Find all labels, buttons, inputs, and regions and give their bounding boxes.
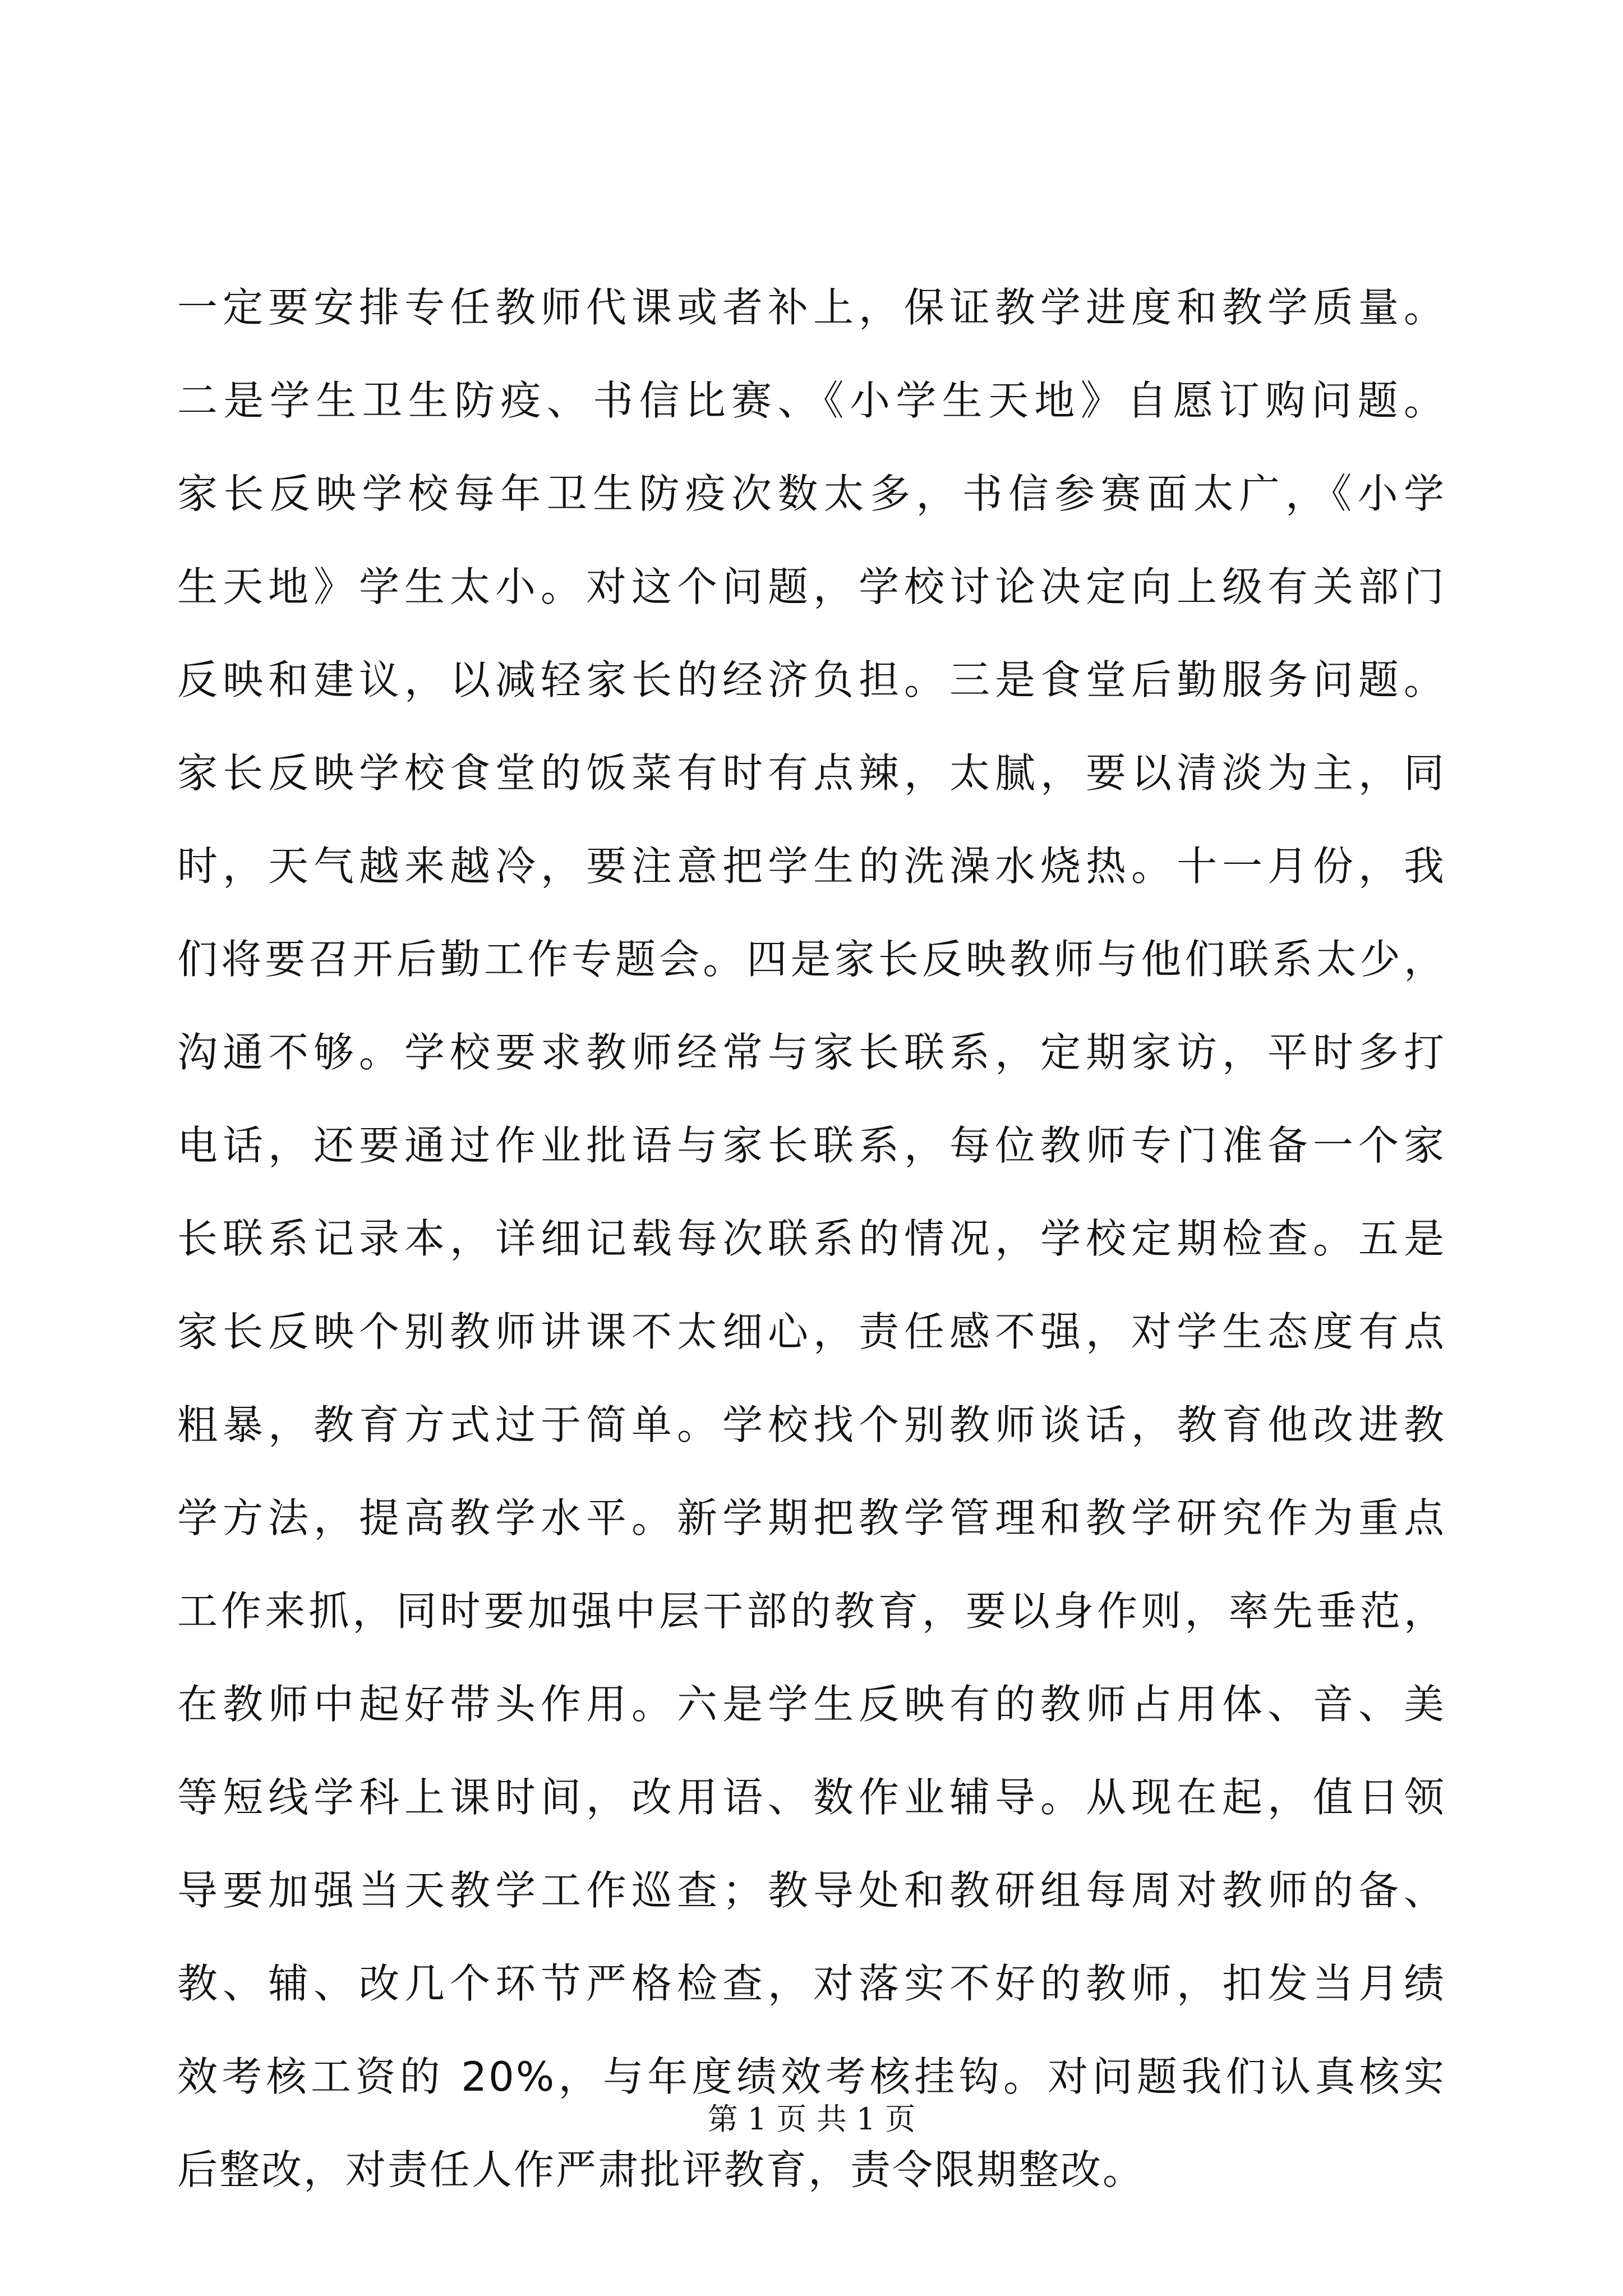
text-line-6: 家长反映学校食堂的饭菜有时有点辣，太腻，要以清淡为主，同 [177, 749, 1446, 797]
text-line-16: 在教师中起好带头作用。六是学生反映有的教师占用体、音、美 [177, 1681, 1446, 1728]
text-line-10: 电话，还要通过作业批语与家长联系，每位教师专门准备一个家 [177, 1122, 1446, 1169]
text-line-21: 后整改，对责任人作严肃批评教育，责令限期整改。 [177, 2146, 1145, 2193]
text-line-11: 长联系记录本，详细记载每次联系的情况，学校定期检查。五是 [177, 1215, 1446, 1262]
body-paragraph [177, 261, 1446, 2216]
text-line-15: 工作来抓，同时要加强中层干部的教育，要以身作则，率先垂范， [177, 1588, 1446, 1635]
text-line-12: 家长反映个别教师讲课不太细心，责任感不强，对学生态度有点 [177, 1308, 1446, 1355]
text-line-3: 家长反映学校每年卫生防疫次数太多，书信参赛面太广，《小学 [177, 470, 1446, 517]
text-line-7: 时，天气越来越冷，要注意把学生的洗澡水烧热。十一月份，我 [177, 843, 1446, 890]
text-line-20: 效考核工资的 20%，与年度绩效考核挂钩。对问题我们认真核实 [177, 2053, 1446, 2100]
text-line-14: 学方法，提高教学水平。新学期把教学管理和教学研究作为重点 [177, 1494, 1446, 1542]
text-line-13: 粗暴，教育方式过于简单。学校找个别教师谈话，教育他改进教 [177, 1401, 1446, 1448]
text-line-2: 二是学生卫生防疫、书信比赛、《小学生天地》自愿订购问题。 [177, 377, 1446, 424]
text-line-9: 沟通不够。学校要求教师经常与家长联系，定期家访，平时多打 [177, 1029, 1446, 1076]
page-footer: 第 1 页 共 1 页 [707, 2101, 916, 2137]
text-line-18: 导要加强当天教学工作巡查；教导处和教研组每周对教师的备、 [177, 1867, 1446, 1914]
text-line-1: 一定要安排专任教师代课或者补上，保证教学进度和教学质量。 [177, 284, 1446, 331]
text-line-5: 反映和建议，以减轻家长的经济负担。三是食堂后勤服务问题。 [177, 656, 1446, 703]
text-line-19: 教、辅、改几个环节严格检查，对落实不好的教师，扣发当月绩 [177, 1960, 1446, 2007]
text-line-8: 们将要召开后勤工作专题会。四是家长反映教师与他们联系太少， [177, 936, 1446, 983]
text-line-4: 生天地》学生太小。对这个问题，学校讨论决定向上级有关部门 [177, 563, 1446, 610]
text-line-17: 等短线学科上课时间，改用语、数作业辅导。从现在起，值日领 [177, 1774, 1446, 1821]
